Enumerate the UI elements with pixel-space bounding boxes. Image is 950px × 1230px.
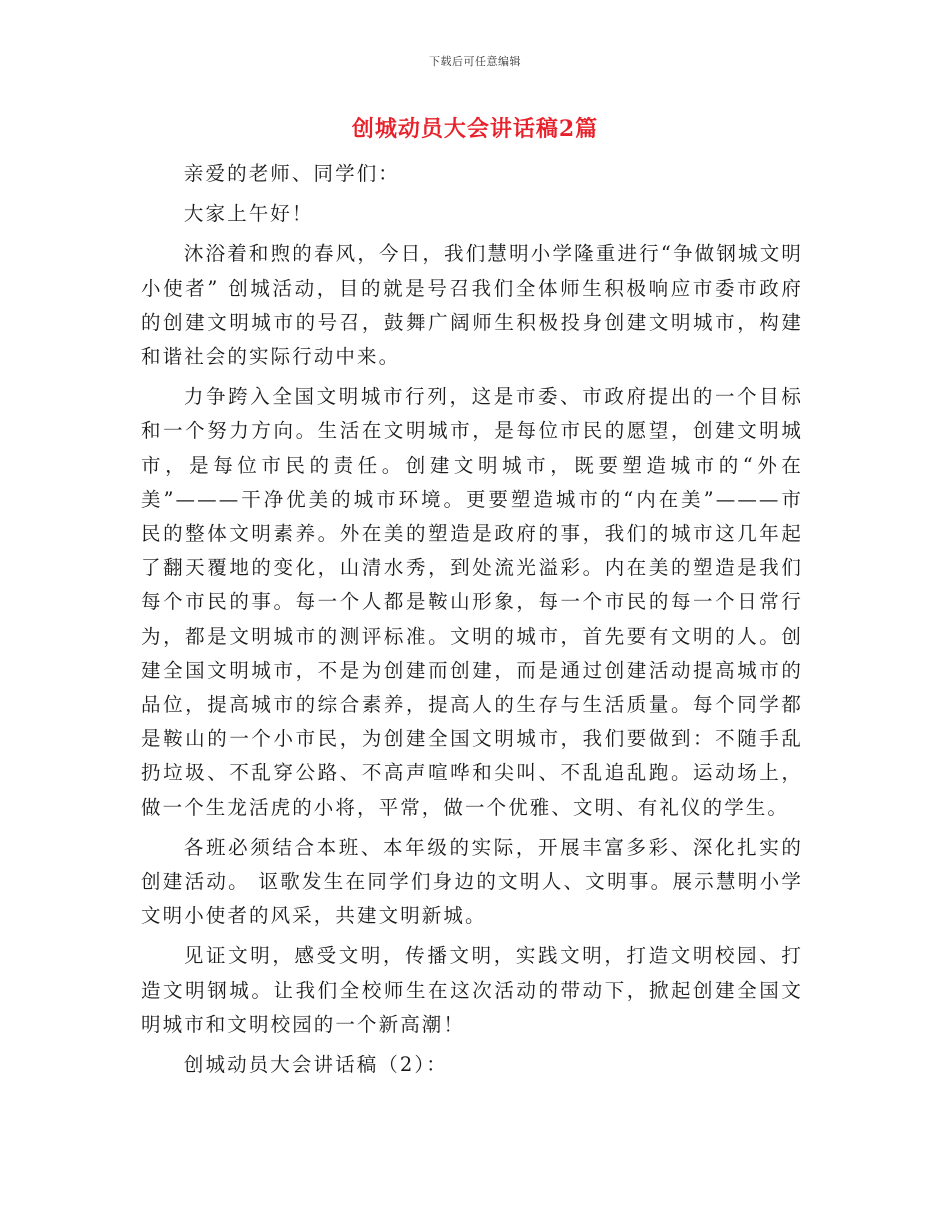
paragraph-salutation: 大家上午好！: [183, 202, 314, 226]
paragraph-closing: 见证文明，感受文明，传播文明，实践文明，打造文明校园、打造文明钢城。让我们全校师生在这次活动的带动下，掀起创建全国文明城市和文明校园的一个新高潮！: [141, 944, 803, 1036]
paragraph-next-title: 创城动员大会讲话稿（2）：: [183, 1053, 448, 1077]
paragraph-intro: 沐浴着和煦的春风，今日，我们慧明小学隆重进行“争做钢城文明小使者” 创城活动，目的就是号召我们全体师生积极响应市委市政府的创建文明城市的号召，鼓舞广阔师生积极投身创建文明城市，构建和谐社会的实际行动中来。: [141, 242, 803, 369]
paragraph-main: 力争跨入全国文明城市行列，这是市委、市政府提出的一个目标和一个努力方向。生活在文明城市，是每位市民的愿望，创建文明城市，是每位市民的责任。创建文明城市，既要塑造城市的“外在美”———干净优美的城市环境。更要塑造城市的“内在美”———市民的整体文明素养。外在美的塑造是政府的事，我们的城市这几年起了翻天覆地的变化，山清水秀，到处流光溢彩。内在美的塑造是我们每个市民的事。每一个人都是鞍山形象，每一个市民的每一个日常行为，都是文明城市的测评标准。文明的城市，首先要有文明的人。创建全国文明城市，不是为创建而创建，而是通过创建活动提高城市的品位，提高城市的综合素养，提高人的生存与生活质量。每个同学都是鞍山的一个小市民，为创建全国文明城市，我们要做到：不随手乱扔垃圾、不乱穿公路、不高声喧哗和尖叫、不乱追乱跑。运动场上，做一个生龙活虎的小将，平常，做一个优雅、文明、有礼仪的学生。: [141, 385, 803, 819]
paragraph-greeting: 亲爱的老师、同学们：: [183, 162, 400, 185]
document-title: 创城动员大会讲话稿2篇: [351, 116, 599, 142]
paragraph-activities: 各班必须结合本班、本年级的实际，开展丰富多彩、深化扎实的创建活动。 讴歌发生在同学们身边的文明人、文明事。展示慧明小学文明小使者的风采，共建文明新城。: [141, 835, 803, 928]
header-note: 下载后可任意编辑: [429, 55, 521, 68]
document-body: [141, 157, 803, 1088]
